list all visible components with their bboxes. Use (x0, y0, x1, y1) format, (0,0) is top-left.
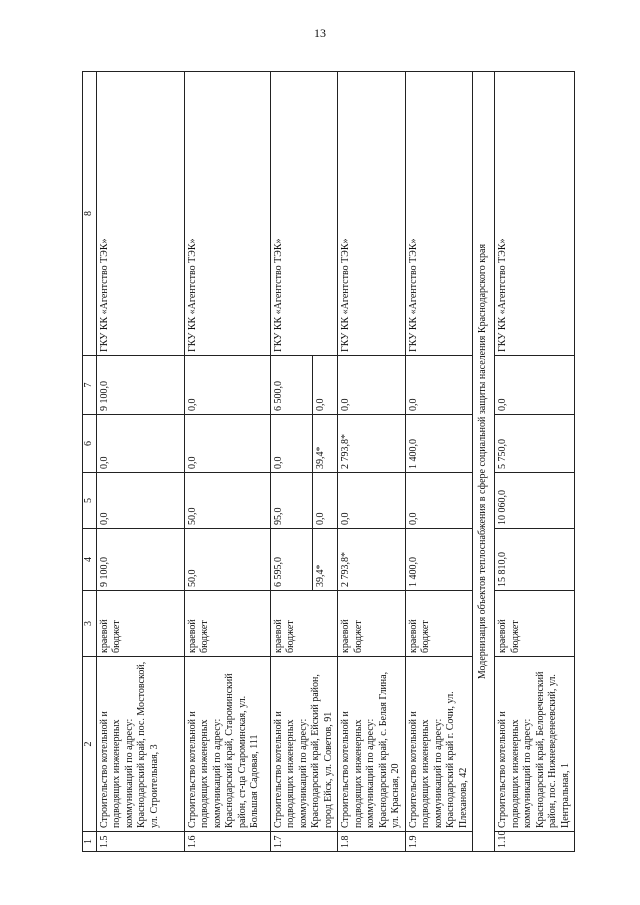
row-executor: ГКУ КК «Агентство ТЭК» (184, 72, 270, 356)
section-row (473, 72, 495, 852)
header-col-6: 6 (83, 415, 97, 473)
row-value-col4: 15 810,0 (495, 529, 575, 591)
row-number: 1.10 (495, 832, 575, 852)
row-executor: ГКУ КК «Агентство ТЭК» (405, 72, 473, 356)
row-value-col7: 0,0 (184, 356, 270, 415)
row-executor: ГКУ КК «Агентство ТЭК» (495, 72, 575, 356)
row-value-col7: 0,0 (338, 356, 406, 415)
row-executor: ГКУ КК «Агентство ТЭК» (338, 72, 406, 356)
row-value-col6: 2 793,8* (338, 415, 406, 473)
row-number: 1.8 (338, 832, 406, 852)
row-value-col6: 0,0 (270, 415, 312, 473)
row-name: Строительство котельной и подводящих инженерных коммуникаций по адресу: Краснодарский край, Ейский район, город Ейск, ул. Советов, 91 (270, 657, 338, 832)
rotated-table-wrapper (82, 72, 582, 852)
header-col-3: 3 (83, 591, 97, 657)
row-value-col5: 0,0 (312, 473, 337, 529)
row-value-col4: 50,0 (184, 529, 270, 591)
page-number: 13 (314, 26, 326, 40)
row-value-col5: 0,0 (96, 473, 184, 529)
row-value-col7: 6 500,0 (270, 356, 312, 415)
row-value-col5: 0,0 (338, 473, 406, 529)
row-name: Строительство котельной и подводящих инженерных коммуникаций по адресу: Краснодарский край, пос. Мостовской, ул. Строительная, 3 (96, 657, 184, 832)
header-col-5: 5 (83, 473, 97, 529)
header-col-8: 8 (83, 72, 97, 356)
header-col-1: 1 (83, 832, 97, 852)
row-value-col6: 5 750,0 (495, 415, 575, 473)
row-value-col7: 0,0 (405, 356, 473, 415)
table-row (270, 72, 312, 852)
row-value-col7: 0,0 (312, 356, 337, 415)
row-value-col6: 1 400,0 (405, 415, 473, 473)
row-value-col5: 0,0 (405, 473, 473, 529)
row-value-col7: 0,0 (495, 356, 575, 415)
row-value-col5: 50,0 (184, 473, 270, 529)
row-source: краевой бюджет (338, 591, 406, 657)
row-value-col4: 39,4* (312, 529, 337, 591)
row-name: Строительство котельной и подводящих инженерных коммуникаций по адресу: Краснодарский край, Староминский район, ст-ца Староминская, ул. Большая Садовая, 111 (184, 657, 270, 832)
row-name: Строительство котельной и подводящих инженерных коммуникаций по адресу: Краснодарский край, Белореченский район, пос. Нижневеденеевский, ул. Центральная, 1 (495, 657, 575, 832)
row-name: Строительство котельной и подводящих инженерных коммуникаций по адресу: Краснодарский край, с. Белая Глина, ул. Красная, 20 (338, 657, 406, 832)
row-value-col4: 2 793,8* (338, 529, 406, 591)
row-value-col7: 9 100,0 (96, 356, 184, 415)
row-value-col5: 95,0 (270, 473, 312, 529)
header-number-row (83, 72, 97, 852)
program-table (82, 71, 575, 852)
table-row (405, 72, 473, 852)
row-executor: ГКУ КК «Агентство ТЭК» (270, 72, 338, 356)
row-source: краевой бюджет (270, 591, 338, 657)
table-row (495, 72, 575, 852)
row-value-col5: 10 060,0 (495, 473, 575, 529)
row-source: краевой бюджет (405, 591, 473, 657)
row-number: 1.5 (96, 832, 184, 852)
row-value-col6: 0,0 (96, 415, 184, 473)
row-number: 1.7 (270, 832, 338, 852)
row-name: Строительство котельной и подводящих инженерных коммуникаций по адресу: Краснодарский край г. Сочи, ул. Плеханова, 42 (405, 657, 473, 832)
table-row (96, 72, 184, 852)
row-source: краевой бюджет (184, 591, 270, 657)
row-value-col4: 1 400,0 (405, 529, 473, 591)
table-row (184, 72, 270, 852)
row-source: краевой бюджет (96, 591, 184, 657)
header-col-4: 4 (83, 529, 97, 591)
row-value-col4: 9 100,0 (96, 529, 184, 591)
header-col-7: 7 (83, 356, 97, 415)
row-number: 1.9 (405, 832, 473, 852)
row-value-col6: 39,4* (312, 415, 337, 473)
row-executor: ГКУ КК «Агентство ТЭК» (96, 72, 184, 356)
table-row (338, 72, 406, 852)
row-number: 1.6 (184, 832, 270, 852)
row-source: краевой бюджет (495, 591, 575, 657)
section-title: Модернизация объектов теплоснабжения в сфере социальной защиты населения Краснодарского края (473, 72, 495, 852)
row-value-col4: 6 595,0 (270, 529, 312, 591)
header-col-2: 2 (83, 657, 97, 832)
row-value-col6: 0,0 (184, 415, 270, 473)
